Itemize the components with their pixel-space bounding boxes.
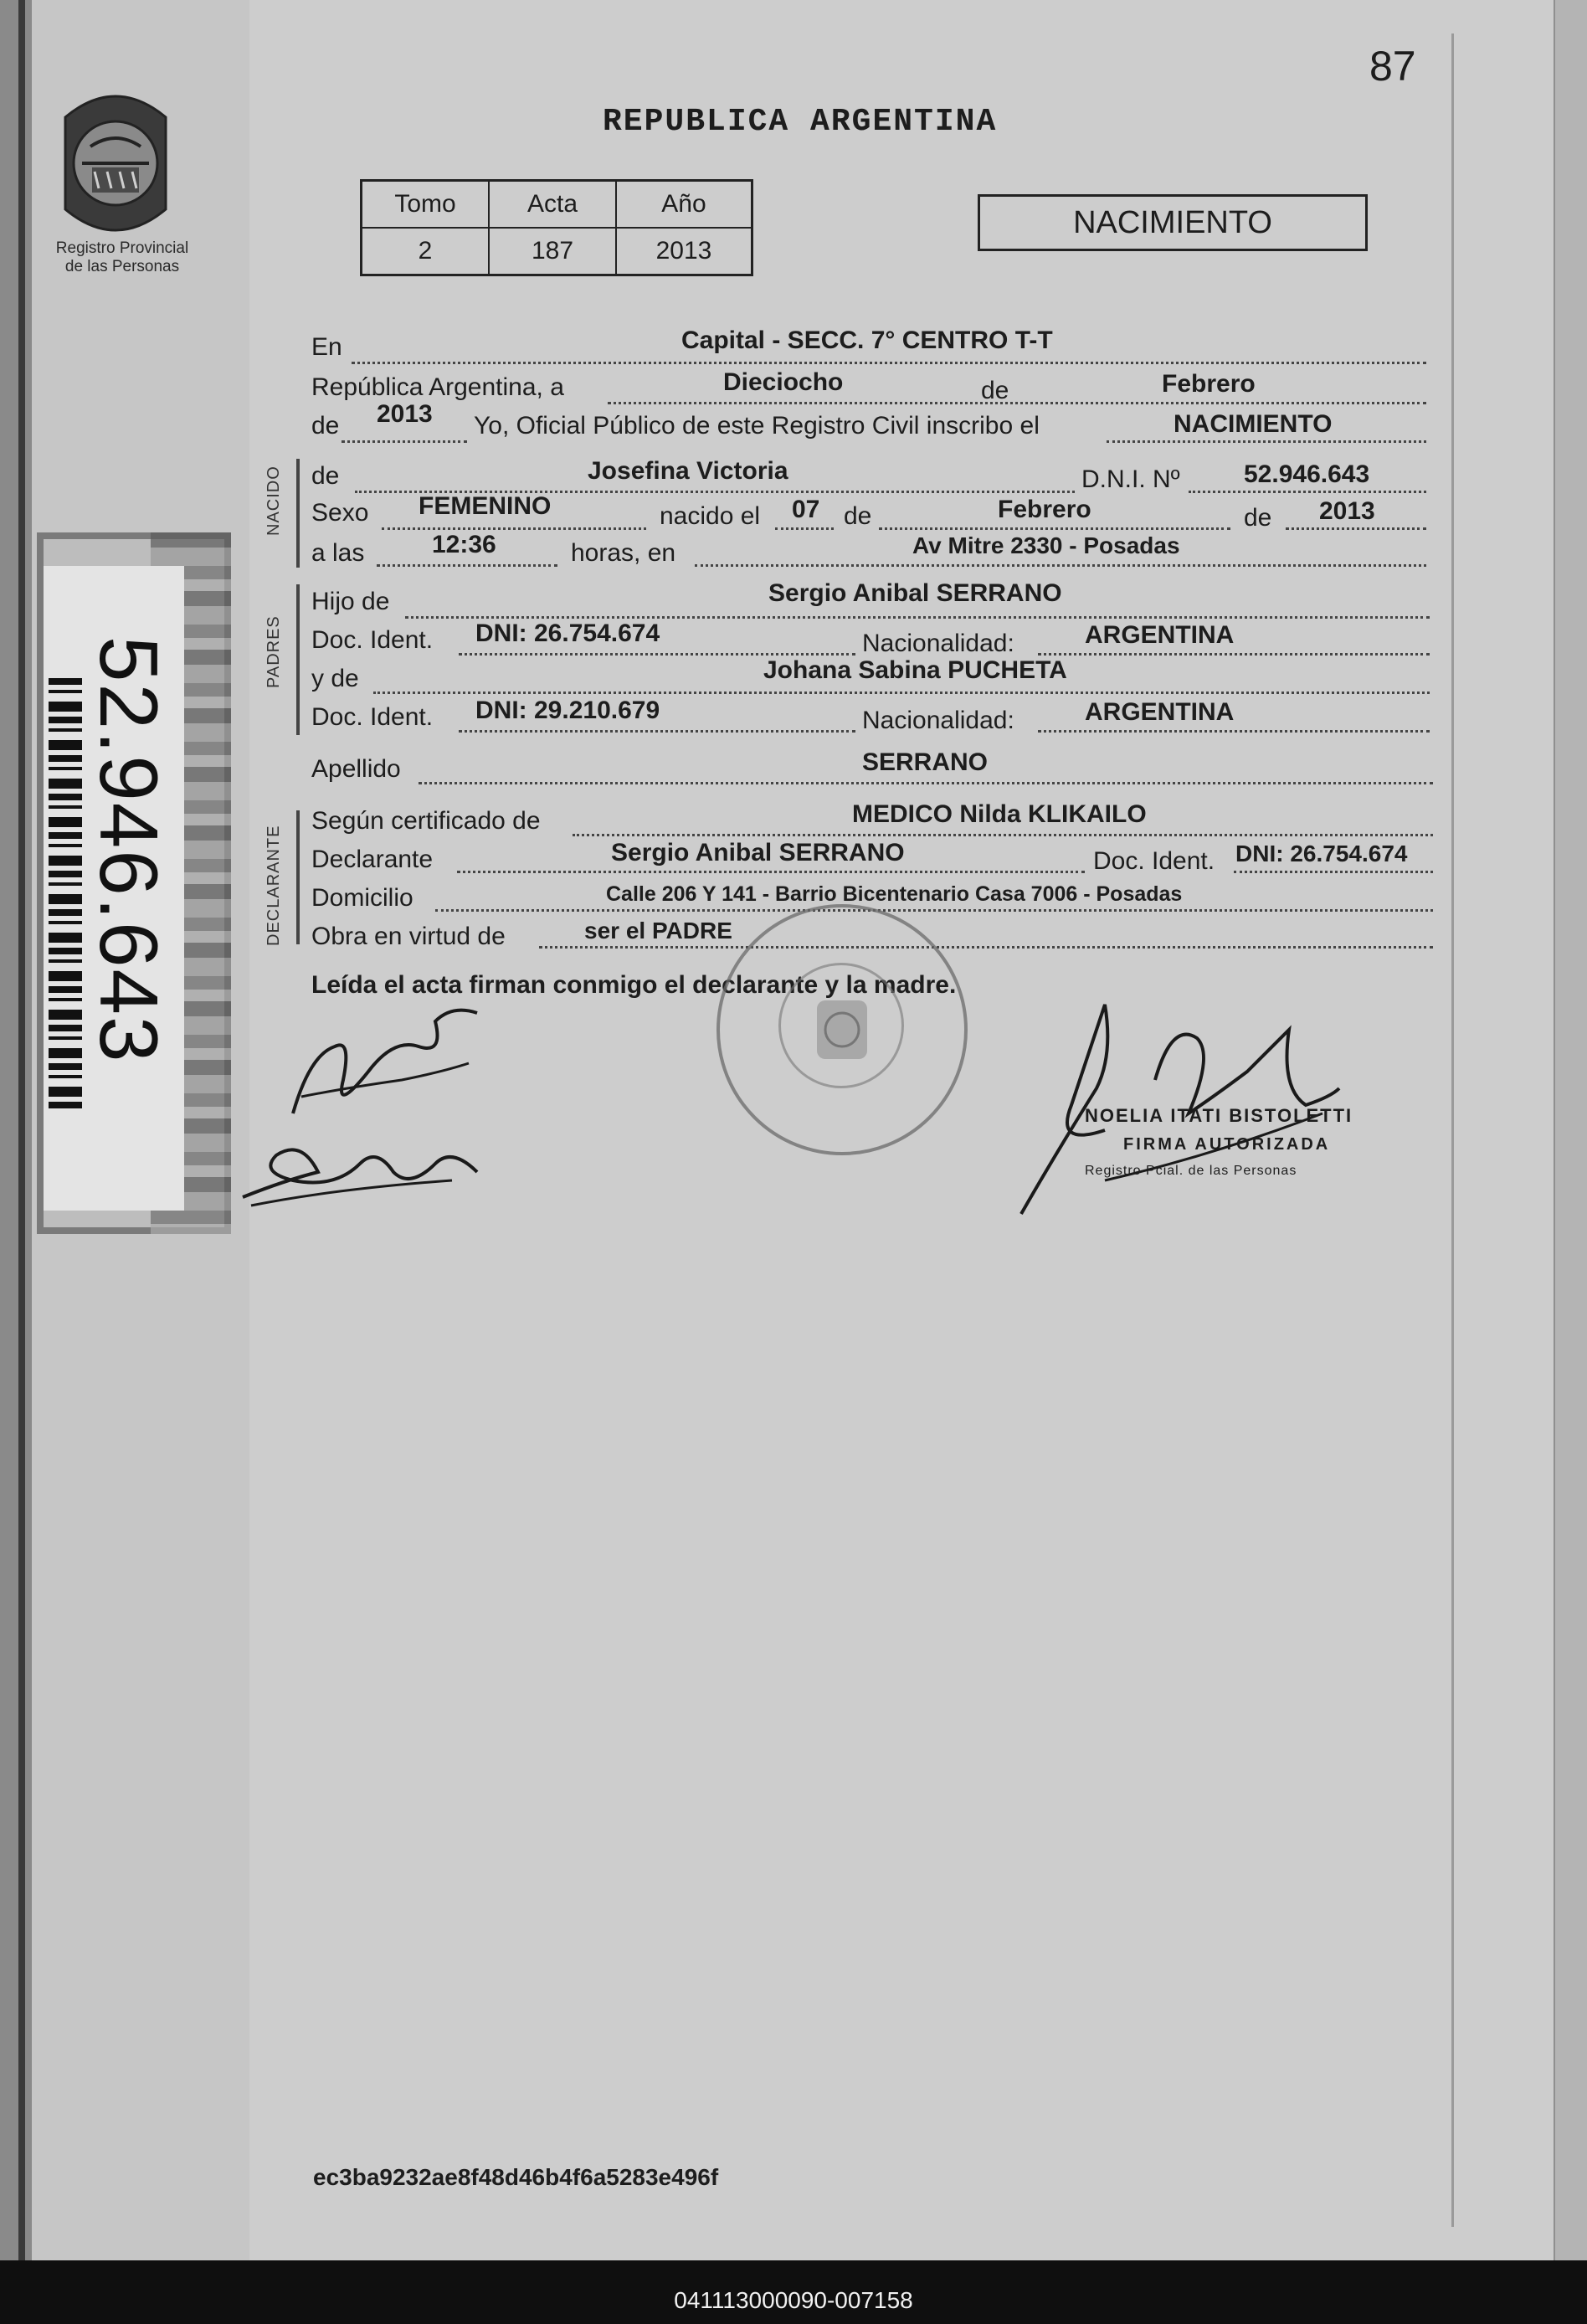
barcode-text: 041113000090-007158 xyxy=(674,2287,913,2313)
logo-caption xyxy=(39,239,206,276)
nacionalidad2-label: Nacionalidad: xyxy=(862,707,1014,734)
page-number: 87 xyxy=(1369,43,1416,90)
mother-signature xyxy=(234,1122,485,1214)
madre-nac-value: ARGENTINA xyxy=(1085,698,1235,726)
registry-table xyxy=(360,179,753,276)
doc-ident-label: Doc. Ident. xyxy=(311,626,434,654)
padre-nac-dotline xyxy=(1038,653,1430,656)
madre-nac-dotline xyxy=(1038,730,1430,733)
tomo-value: 2 xyxy=(362,228,490,275)
registry-header-row xyxy=(362,181,752,229)
acta-value: 187 xyxy=(489,228,616,275)
right-edge xyxy=(1554,0,1587,2324)
sexo-value: FEMENINO xyxy=(419,492,552,520)
declarante-section-rule xyxy=(296,810,300,944)
closing-text: Leída el acta firman conmigo el declarante y la madre. xyxy=(311,971,957,999)
y-de-label: y de xyxy=(311,665,359,692)
sexo-label: Sexo xyxy=(311,499,369,527)
hijo-de-label: Hijo de xyxy=(311,588,390,615)
strip-barcode xyxy=(49,678,82,1113)
obra-value: ser el PADRE xyxy=(584,918,732,943)
fecha-dotline xyxy=(608,402,1426,404)
segun-dotline xyxy=(573,834,1433,836)
declarante-label: Declarante xyxy=(311,846,434,873)
republica-label: República Argentina, a xyxy=(311,373,564,401)
de2-label: de xyxy=(311,412,340,440)
dni-label: D.N.I. Nº xyxy=(1081,465,1180,493)
obra-label: Obra en virtud de xyxy=(311,923,506,950)
tab-padres-label: PADRES xyxy=(264,615,283,688)
en-value: Capital - SECC. 7° CENTRO T-T xyxy=(681,326,1053,354)
registry-value-row xyxy=(362,228,752,275)
month-value: Febrero xyxy=(1162,370,1256,398)
authority-name: NOELIA ITATI BISTOLETTI xyxy=(1085,1105,1353,1126)
anio-value: 2013 xyxy=(616,228,752,275)
logo-caption-line1: Registro Provincial xyxy=(55,239,189,257)
domicilio-label: Domicilio xyxy=(311,884,413,912)
logo-caption-line2: de las Personas xyxy=(64,258,180,275)
lugar-value: Av Mitre 2330 - Posadas xyxy=(912,532,1180,558)
segun-label: Según certificado de xyxy=(311,807,541,835)
a-las-label: a las xyxy=(311,539,365,567)
obra-dotline xyxy=(539,946,1433,949)
birth-day-dotline xyxy=(775,527,834,530)
nacionalidad-label: Nacionalidad: xyxy=(862,630,1014,657)
de4-label: de xyxy=(844,502,872,530)
padre-doc-value: DNI: 26.754.674 xyxy=(475,620,660,647)
hora-value: 12:36 xyxy=(432,531,496,558)
apellido-value: SERRANO xyxy=(862,748,989,776)
binding-edge xyxy=(0,0,32,2324)
nombre-value: Josefina Victoria xyxy=(588,457,788,485)
padre-doc-dotline xyxy=(459,653,855,656)
nacido-el-label: nacido el xyxy=(660,502,761,530)
birth-month-dotline xyxy=(879,527,1230,530)
acta-header: Acta xyxy=(489,181,616,229)
country-title: REPUBLICA ARGENTINA xyxy=(603,104,998,140)
birth-day-value: 07 xyxy=(792,496,820,523)
hora-dotline xyxy=(377,564,557,567)
padre-value: Sergio Anibal SERRANO xyxy=(768,579,1062,607)
domicilio-value: Calle 206 Y 141 - Barrio Bicentenario Casa 7006 - Posadas xyxy=(606,882,1183,906)
horas-en-label: horas, en xyxy=(571,539,676,567)
tab-nacido-label: NACIDO xyxy=(264,465,283,536)
authority-org: Registro Pcial. de las Personas xyxy=(1085,1164,1297,1178)
birth-year-dotline xyxy=(1286,527,1426,530)
inscribo-dotline xyxy=(1107,440,1426,443)
en-label: En xyxy=(311,333,342,361)
birth-month-value: Febrero xyxy=(998,496,1091,523)
tab-declarante-label: DECLARANTE xyxy=(264,825,283,946)
year-value: 2013 xyxy=(377,400,433,428)
padre-nac-value: ARGENTINA xyxy=(1085,621,1235,649)
anio-header: Año xyxy=(616,181,752,229)
province-emblem-logo xyxy=(49,84,182,243)
right-frame-line xyxy=(1451,33,1454,2227)
madre-value: Johana Sabina PUCHETA xyxy=(763,656,1067,684)
official-seal-emblem xyxy=(716,904,968,1155)
birth-year-value: 2013 xyxy=(1319,497,1375,525)
en-dotline xyxy=(352,362,1426,364)
tomo-header: Tomo xyxy=(362,181,490,229)
segun-value: MEDICO Nilda KLIKAILO xyxy=(852,800,1147,828)
madre-dotline xyxy=(373,692,1430,694)
apellido-label: Apellido xyxy=(311,755,401,783)
sexo-dotline xyxy=(382,527,646,530)
inscribo-value: NACIMIENTO xyxy=(1174,410,1333,438)
madre-doc-dotline xyxy=(459,730,855,733)
dni-dotline xyxy=(1189,491,1426,493)
padre-dotline xyxy=(405,616,1430,619)
declarant-signature xyxy=(276,988,494,1130)
doc-ident2-label: Doc. Ident. xyxy=(311,703,434,731)
apellido-dotline xyxy=(419,782,1433,784)
day-value: Dieciocho xyxy=(723,368,844,396)
lugar-dotline xyxy=(695,564,1426,567)
authority-title: FIRMA AUTORIZADA xyxy=(1123,1135,1331,1154)
de-label: de xyxy=(981,377,1009,404)
declarante-value: Sergio Anibal SERRANO xyxy=(611,839,905,866)
de3-label: de xyxy=(311,462,340,490)
declarante-doc-dotline xyxy=(1234,871,1433,873)
doc-ident3-label: Doc. Ident. xyxy=(1093,847,1215,875)
binding-shadow xyxy=(18,0,25,2324)
nacido-section-rule xyxy=(296,459,300,568)
madre-doc-value: DNI: 29.210.679 xyxy=(475,697,660,724)
declarante-dotline xyxy=(457,871,1085,873)
document-hash: ec3ba9232ae8f48d46b4f6a5283e496f xyxy=(313,2164,719,2190)
year-dotline xyxy=(342,440,467,443)
dni-value: 52.946.643 xyxy=(1244,460,1370,488)
inscribo-label: Yo, Oficial Público de este Registro Civil inscribo el xyxy=(474,412,1040,440)
strip-dni-number: 52.946.643 xyxy=(83,636,175,1064)
declarante-doc-value: DNI: 26.754.674 xyxy=(1235,841,1408,866)
padres-section-rule xyxy=(296,584,300,735)
record-type-box: NACIMIENTO xyxy=(978,194,1368,251)
de5-label: de xyxy=(1244,504,1272,532)
